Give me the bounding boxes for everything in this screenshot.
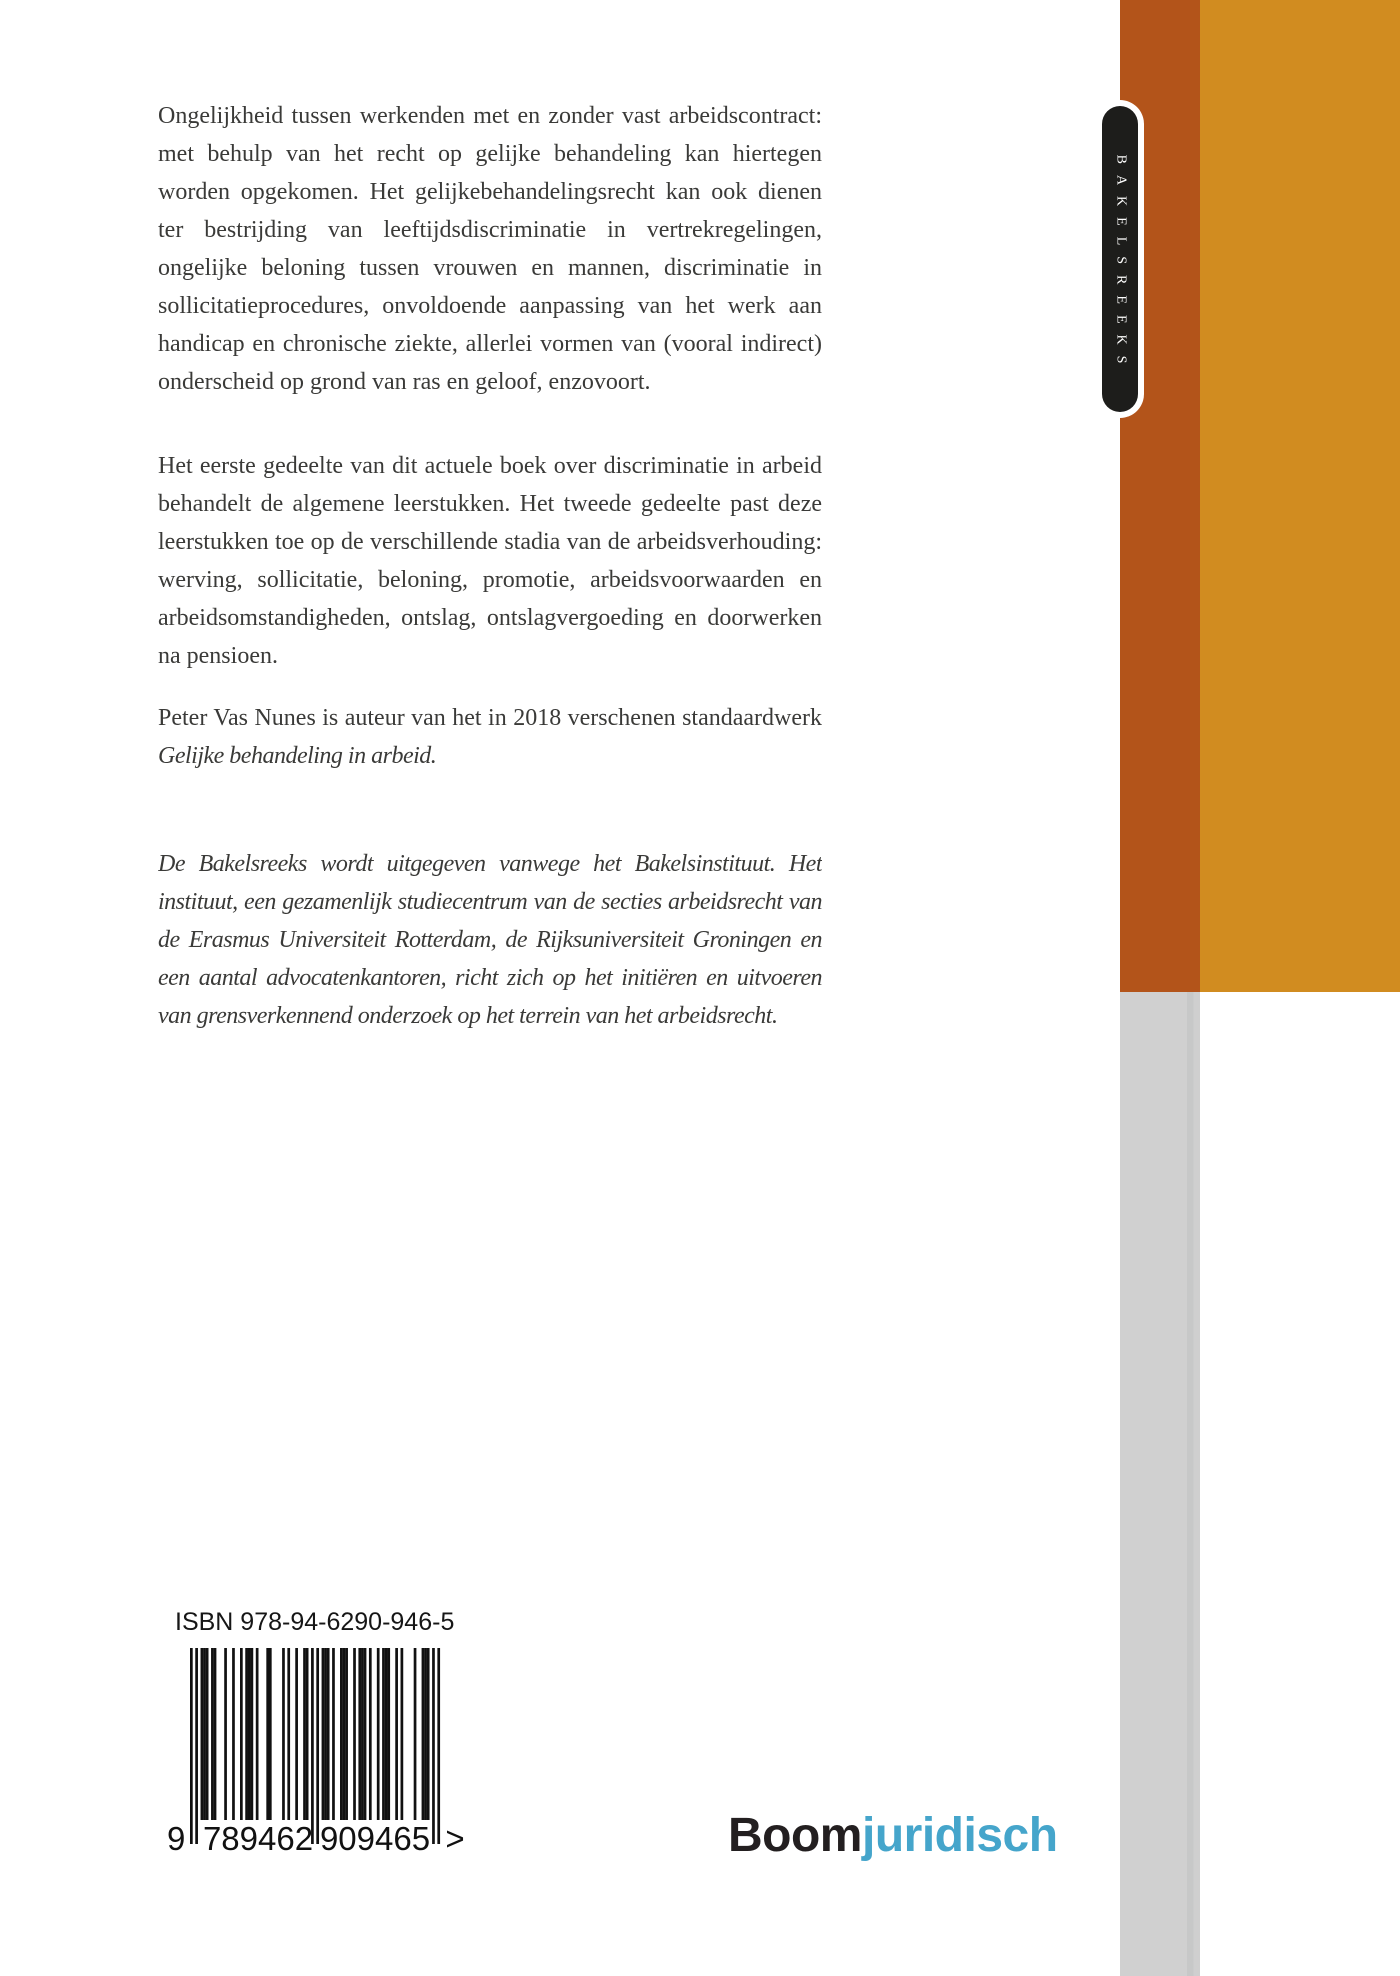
barcode-digits-left-group: 789462 (202, 1820, 314, 1857)
blurb-line: met behulp van het recht op gelijke behandeling kan hiertegen (158, 141, 822, 167)
series-tab-pill (1102, 106, 1138, 412)
blurb-line: Gelijke behandeling in arbeid. (158, 743, 437, 769)
blurb-line: na pensioen. (158, 643, 278, 669)
blurb-line: onderscheid op grond van ras en geloof, enzovoort. (158, 369, 651, 395)
blurb-line: Het eerste gedeelte van dit actuele boek over discriminatie in arbeid (158, 453, 822, 479)
barcode-digits-right-group: 909465 (319, 1820, 431, 1857)
blurb-line: de Erasmus Universiteit Rotterdam, de Rijksuniversiteit Groningen en (158, 927, 822, 953)
blurb-line: werving, sollicitatie, beloning, promotie, arbeidsvoorwaarden en (158, 567, 822, 593)
publisher-logo-boom: Boom (728, 1809, 862, 1862)
blurb-line: Peter Vas Nunes is auteur van het in 2018 verschenen standaardwerk (158, 705, 822, 731)
blurb-line: arbeidsomstandigheden, ontslag, ontslagvergoeding en doorwerken (158, 605, 822, 631)
blurb-line: ongelijke beloning tussen vrouwen en mannen, discriminatie in (158, 255, 822, 281)
series-name-vertical: BAKELSREEKS (1113, 154, 1129, 375)
barcode-trailer-mark: > (445, 1820, 465, 1857)
ean13-barcode (165, 1646, 475, 1858)
isbn-block (135, 1606, 495, 1858)
gold-stripe (1200, 0, 1400, 992)
publisher-logo (728, 1809, 1058, 1862)
barcode-digit-leading: 9 (167, 1820, 186, 1857)
blurb-line: sollicitatieprocedures, onvoldoende aanpassing van het werk aan (158, 293, 822, 319)
publisher-logo-juridisch: juridisch (861, 1809, 1058, 1862)
blurb-line: van grensverkennend onderzoek op het terrein van het arbeidsrecht. (158, 1003, 778, 1029)
blurb-line: instituut, een gezamenlijk studiecentrum van de secties arbeidsrecht van (158, 889, 822, 915)
blurb-paragraph (158, 447, 822, 675)
blurb-paragraph (158, 699, 822, 775)
back-cover-blurb (158, 97, 822, 1035)
gray-stripe (1120, 992, 1200, 1976)
blurb-paragraph (158, 97, 822, 401)
barcode-bars (190, 1648, 440, 1844)
isbn-number: ISBN 978-94-6290-946-5 (175, 1608, 455, 1636)
blurb-paragraph (158, 845, 822, 1035)
series-tab (1096, 100, 1144, 418)
blurb-line: Ongelijkheid tussen werkenden met en zonder vast arbeidscontract: (158, 103, 822, 129)
blurb-line: een aantal advocatenkantoren, richt zich op het initiëren en uitvoeren (158, 965, 822, 991)
blurb-line: leerstukken toe op de verschillende stadia van de arbeidsverhouding: (158, 529, 822, 555)
blurb-line: De Bakelsreeks wordt uitgegeven vanwege het Bakelsinstituut. Het (158, 851, 822, 877)
blurb-line: worden opgekomen. Het gelijkebehandelingsrecht kan ook dienen (158, 179, 822, 205)
blurb-line: behandelt de algemene leerstukken. Het tweede gedeelte past deze (158, 491, 822, 517)
blurb-line: handicap en chronische ziekte, allerlei vormen van (vooral indirect) (158, 331, 822, 357)
blurb-line: ter bestrijding van leeftijdsdiscriminatie in vertrekregelingen, (158, 217, 822, 243)
